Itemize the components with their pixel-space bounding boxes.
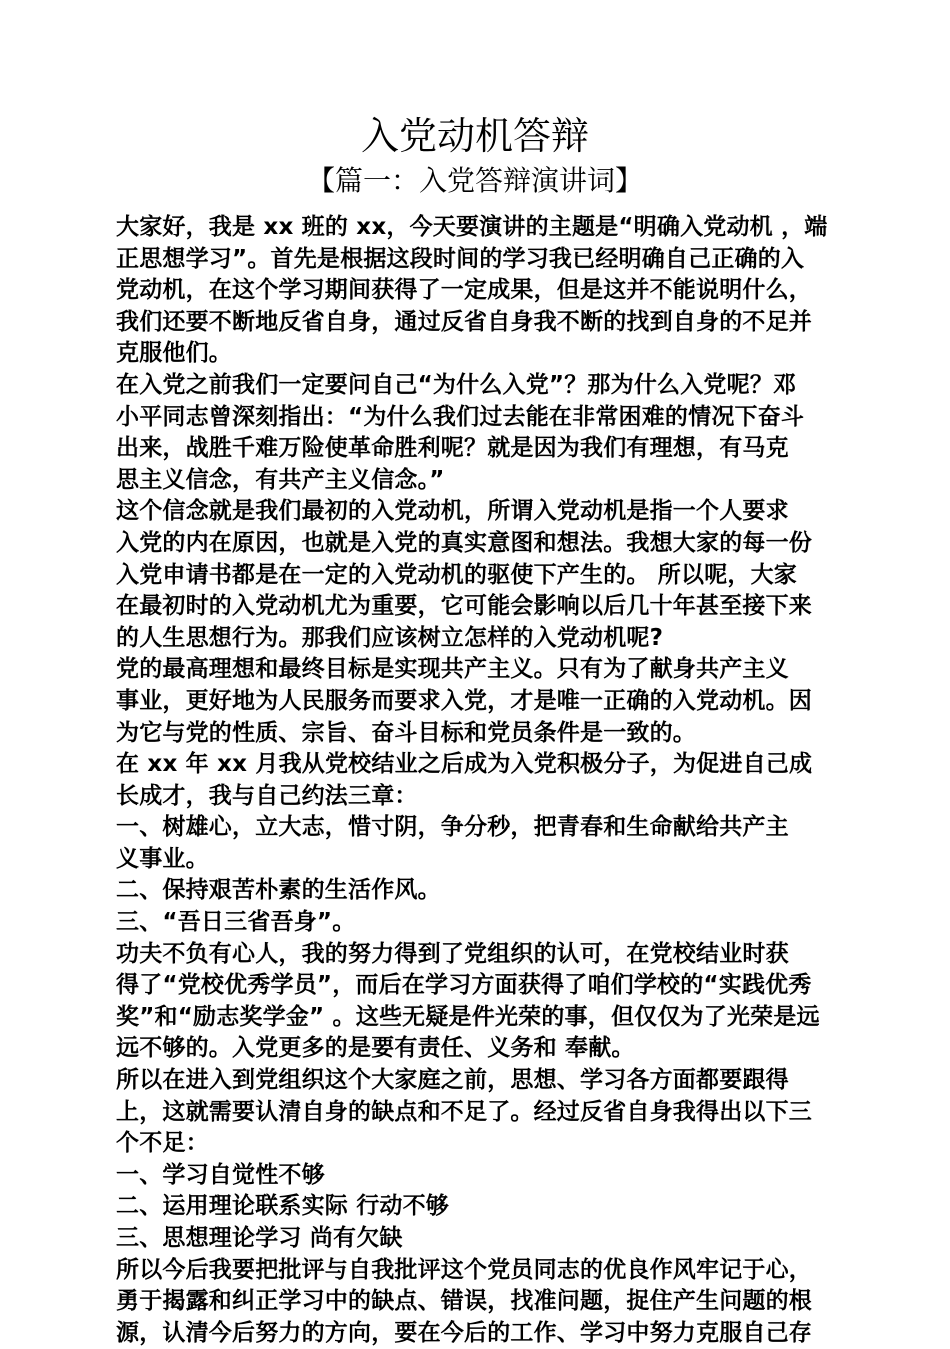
body-line: 三、思想理论学习 尚有欠缺 [116, 1225, 403, 1251]
document-title: 入党动机答辩 [360, 114, 589, 158]
body-line: 个不足： [116, 1130, 209, 1157]
body-line: 党的最高理想和最终目标是实现共产主义。只有为了献身共产主义 [116, 656, 789, 683]
body-line: 所以今后我要把批评与自我批评这个党员同志的优良作风牢记于心， [116, 1256, 812, 1283]
body-line: 源，认清今后努力的方向，要在今后的工作、学习中努力克服自己存 [116, 1319, 812, 1346]
body-line: 为它与党的性质、宗旨、奋斗目标和党员条件是一致的。 [116, 719, 696, 746]
body-line: 正思想学习”。首先是根据这段时间的学习我已经明确自己正确的入 [116, 245, 805, 272]
body-line: 党动机，在这个学习期间获得了一定成果，但是这并不能说明什么， [116, 277, 812, 304]
body-line: 这个信念就是我们最初的入党动机，所谓入党动机是指一个人要求 [116, 498, 789, 525]
body-line: 功夫不负有心人，我的努力得到了党组织的认可，在党校结业时获 [116, 940, 789, 967]
body-line: 一、树雄心，立大志，惜寸阴，争分秒，把青春和生命献给共产主 [116, 814, 789, 841]
body-line: 克服他们。 [116, 340, 232, 367]
body-line: 义事业。 [116, 845, 209, 872]
body-line: 事业，更好地为人民服务而要求入党，才是唯一正确的入党动机。因 [116, 687, 812, 714]
body-line: 的人生思想行为。那我们应该树立怎样的入党动机呢? [116, 624, 664, 651]
body-line: 所以在进入到党组织这个大家庭之前，思想、学习各方面都要跟得 [116, 1067, 789, 1094]
body-line: 奖”和“励志奖学金” 。这些无疑是件光荣的事，但仅仅为了光荣是远 [116, 1003, 820, 1030]
body-line: 我们还要不断地反省自身，通过反省自身我不断的找到自身的不足并 [116, 308, 812, 335]
body-line: 出来，战胜千难万险使革命胜利呢？就是因为我们有理想，有马克 [116, 435, 789, 462]
document-subtitle: 【篇一：入党答辩演讲词】 [306, 164, 643, 197]
body-line: 长成才，我与自己约法三章： [116, 782, 418, 809]
body-line: 三、“吾日三省吾身”。 [116, 909, 356, 936]
body-line: 得了“党校优秀学员”，而后在学习方面获得了咱们学校的“实践优秀 [116, 972, 812, 999]
body-line: 二、运用理论联系实际 行动不够 [116, 1193, 450, 1220]
body-line: 二、保持艰苦朴素的生活作风。 [116, 877, 441, 904]
body-line: 入党的内在原因，也就是入党的真实意图和想法。我想大家的每一份 [116, 529, 812, 556]
body-line: 大家好，我是 xx 班的 xx，今天要演讲的主题是“明确入党动机 ，端 [116, 214, 828, 240]
body-line: 入党申请书都是在一定的入党动机的驱使下产生的。 所以呢，大家 [116, 561, 798, 588]
body-line: 在最初时的入党动机尤为重要，它可能会影响以后几十年甚至接下来 [116, 593, 812, 620]
body-line: 勇于揭露和纠正学习中的缺点、错误，找准问题，捉住产生问题的根 [116, 1288, 812, 1315]
body-line: 远不够的。入党更多的是要有责任、义务和 奉献。 [116, 1035, 635, 1062]
body-line: 小平同志曾深刻指出：“为什么我们过去能在非常困难的情况下奋斗 [116, 403, 805, 430]
body-line: 一、学习自觉性不够 [116, 1161, 325, 1188]
body-line: 上，这就需要认清自身的缺点和不足了。经过反省自身我得出以下三 [116, 1098, 812, 1125]
body-line: 思主义信念，有共产主义信念。” [116, 466, 445, 493]
document-body [116, 212, 838, 1349]
body-line: 在 xx 年 xx 月我从党校结业之后成为入党积极分子，为促进自己成 [116, 751, 813, 778]
body-line: 在入党之前我们一定要问自己“为什么入党”？那为什么入党呢？邓 [116, 371, 797, 398]
